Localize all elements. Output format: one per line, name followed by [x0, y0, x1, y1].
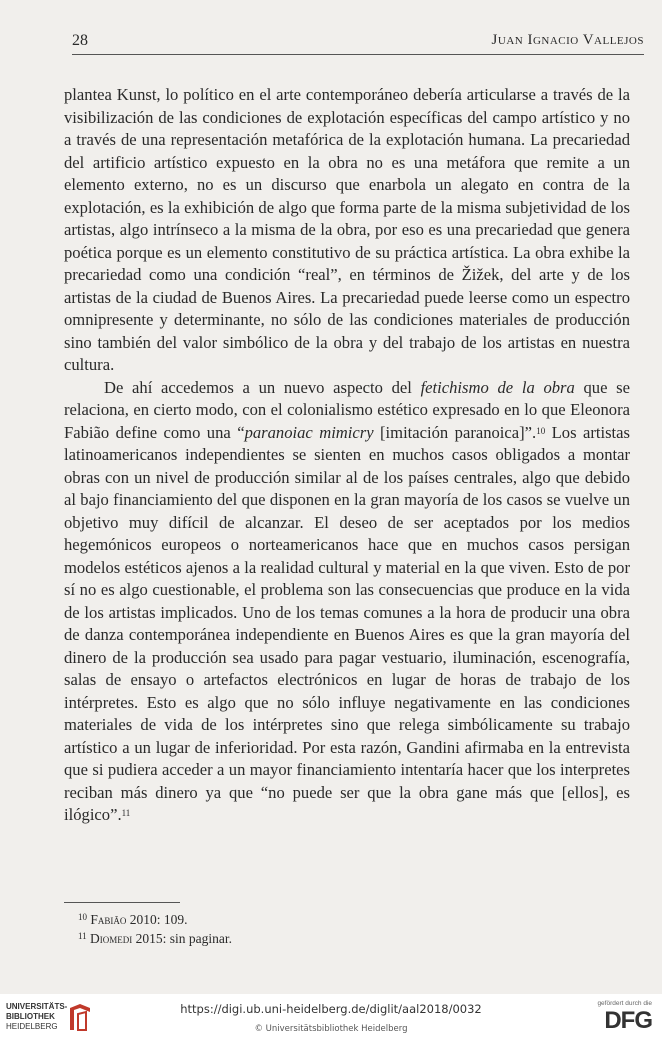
- library-name-line2: BIBLIOTHEK: [6, 1012, 55, 1021]
- footnote-text: 2015: sin paginar.: [132, 931, 233, 946]
- p2-text-mid1: que se relaciona, en cierto modo, con el colonialismo estético expresado en lo que Eleonora Fabião define como una “: [64, 377, 630, 442]
- library-name-line1: UNIVERSITÄTS-: [6, 1002, 68, 1011]
- footnote-author: Fabião: [90, 912, 127, 927]
- paragraph-1: plantea Kunst, lo político en el arte contemporáneo debería articularse a través de la visibilización de las condiciones de explotación específicas del campo artístico y no a través de una representación metafórica de la explotación humana. La precariedad del artificio artístico expuesto en la obra no es una metáfora que remite a un elemento externo, no es un discurso que enarbola un alegato en contra de la explotación, es la exhibición de algo que forma parte de la misma subjetividad de los artistas, algo intrínseco a la misma de la obra, por eso es una precariedad que genera poética porque es un elemento constitutivo de su práctica artística. La obra exhibe la precariedad como una condición “real”, en términos de Žižek, del arte y de los artistas de la ciudad de Buenos Aires. La precariedad puede leerse como un espectro omnipresente y determinante, no sólo de las condiciones materiales de producción sino también del valor simbólico de la obra y del trabajo de los artistas en nuestra cultura.: [64, 85, 630, 374]
- footnote-author: Diomedi: [90, 931, 133, 946]
- permalink-url[interactable]: https://digi.ub.uni-heidelberg.de/diglit/aal2018/0032: [180, 1002, 482, 1016]
- digitization-footer: [0, 994, 662, 1043]
- running-head: Juan Ignacio Vallejos: [491, 32, 644, 48]
- footnote-text: 2010: 109.: [126, 912, 188, 927]
- funding-caption: gefördert durch die: [597, 1000, 652, 1007]
- footnote-number: 11: [78, 931, 87, 941]
- dfg-logo[interactable]: DFG: [604, 1007, 652, 1034]
- footnote-11: [78, 929, 618, 948]
- p2-text-end: Los artistas latinoamericanos independientes se sienten en muchos casos obligados a montar obras con un nivel de producción similar al de los países centrales, algo que debido al bajo financiamiento del que disponen en la gran mayoría de los casos se vuelve un objetivo muy difícil de alcanzar. El deseo de ser aceptados por los medios hegemónicos europeos o norteamericanos hace que en muchos casos persigan modelos estéticos ajenos a la realidad cultural y material en la que viven. Esto de por sí no es algo cuestionable, el problema son las consecuencias que produce en la vida de los artistas implicados. Uno de los temas comunes a la hora de producir una obra de danza contemporánea independiente en Buenos Aires es que la gran mayoría del dinero de la producción sea usado para pagar vestuario, iluminación, escenografía, salas de ensayo o artefactos electrónicos en lugar de horas de trabajo de los intérpretes. Esto es algo que no sólo influye negativamente en las condiciones materiales de vida de los intérpretes sino que relega simbólicamente su trabajo artístico a un lugar de inferioridad. Por esta razón, Gandini afirmaba en la entrevista que si pudiera acceder a un mayor financiamiento intentaría hacer que los interpretes reciban más dinero ya que “no puede ser que la obra gane más que [ellos], es ilógico”.: [64, 422, 630, 824]
- italic-term-fetichismo: fetichismo de la obra: [420, 377, 575, 397]
- p2-text-start: De ahí accedemos a un nuevo aspecto del: [104, 377, 421, 397]
- body-text: [64, 84, 630, 827]
- italic-term-paranoiac: paranoiac mimicry: [244, 422, 374, 442]
- footnote-number: 10: [78, 912, 87, 922]
- footnote-ref-11[interactable]: 11: [121, 808, 131, 818]
- copyright-notice: © Universitätsbibliothek Heidelberg: [254, 1024, 408, 1034]
- footnotes: [78, 910, 618, 948]
- page-number: 28: [72, 32, 88, 49]
- footnote-ref-10[interactable]: 10: [536, 425, 546, 436]
- paragraph-2: [64, 377, 630, 827]
- footnote-divider: [64, 902, 180, 903]
- library-name-line3: HEIDELBERG: [6, 1022, 58, 1031]
- footnote-10: [78, 910, 618, 929]
- page-header: [72, 32, 644, 55]
- p2-text-mid2: [imitación paranoica]”.: [373, 422, 537, 442]
